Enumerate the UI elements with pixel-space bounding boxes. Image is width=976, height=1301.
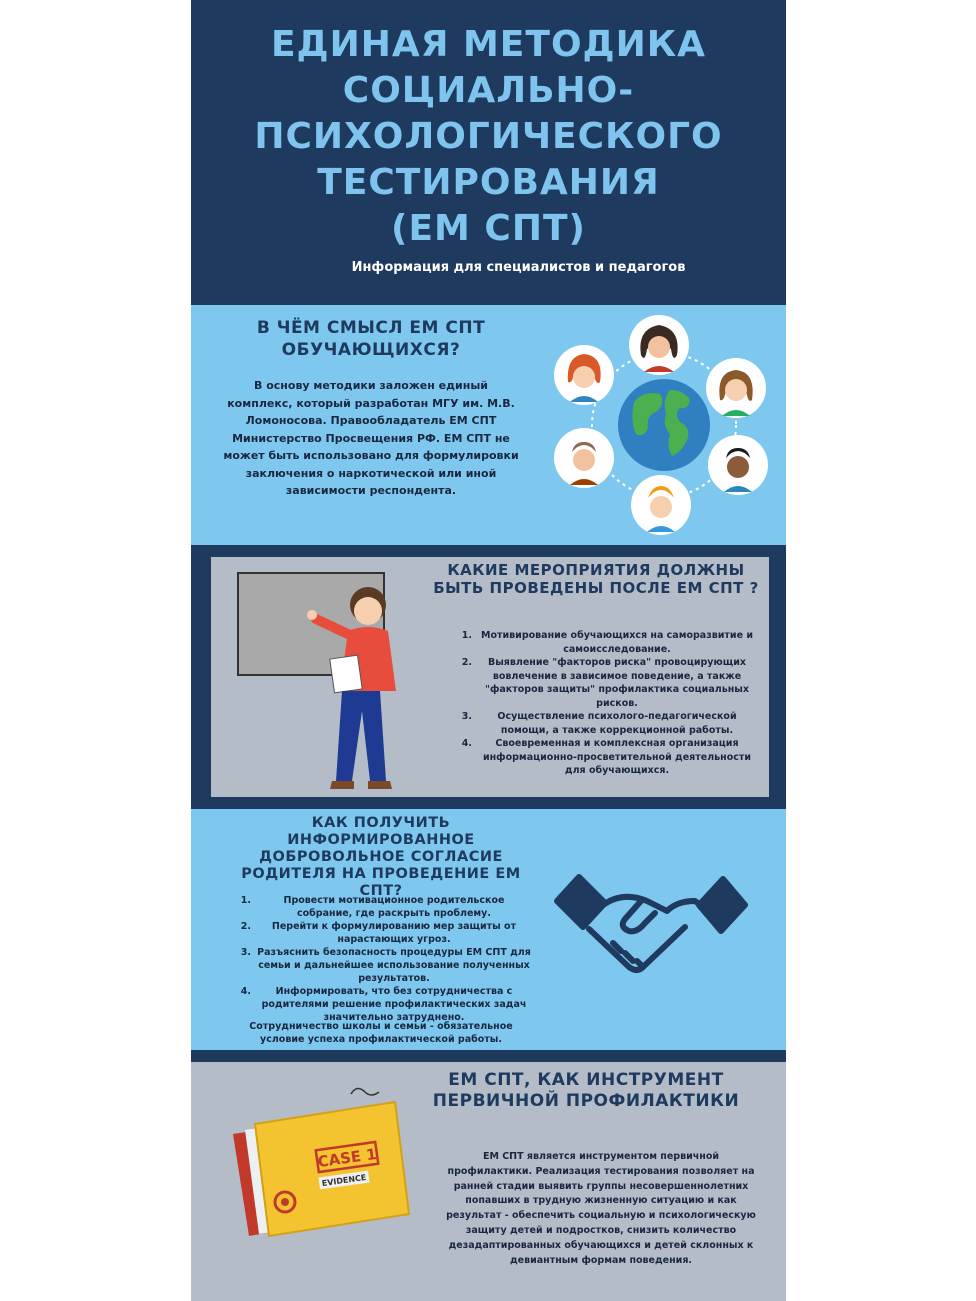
section-heading: КАК ПОЛУЧИТЬ ИНФОРМИРОВАННОЕ ДОБРОВОЛЬНОЕ СОГЛАСИЕ РОДИТЕЛЯ НА ПРОВЕДЕНИЕ ЕМ СПТ? (241, 815, 521, 899)
case-folder-illustration (231, 1084, 411, 1244)
list-item: 2. Выявление "факторов риска" провоцирующих вовлечение в зависимое поведение, а также "факторов защиты" профилактика социальных рисков. (461, 657, 749, 709)
section-meaning (191, 305, 786, 545)
title-line: ТЕСТИРОВАНИЯ (317, 162, 660, 203)
title-line: (ЕМ СПТ) (391, 208, 586, 249)
teacher-illustration (236, 569, 416, 799)
title-line: ПСИХОЛОГИЧЕСКОГО (254, 116, 723, 157)
person-avatar-icon (554, 428, 614, 488)
list-item: 4. Своевременная и комплексная организация информационно-просветительной деятельности для обучающихся. (461, 738, 752, 776)
globe-icon (618, 379, 710, 471)
person-avatar-icon (629, 315, 689, 375)
divider-band (191, 545, 786, 557)
section-heading: В ЧЁМ СМЫСЛ ЕМ СПТ ОБУЧАЮЩИХСЯ? (256, 318, 486, 360)
person-avatar-icon (631, 475, 691, 535)
folder-label: CASE 1 (316, 1144, 378, 1172)
list-item: 1. Мотивирование обучающихся на саморазвитие и самоисследование. (461, 630, 753, 655)
list-item: 3. Разъяснить безопасность процедуры ЕМ СПТ для семьи и дальнейшее использование полученных результатов. (240, 947, 531, 984)
infographic-poster (191, 0, 786, 1301)
section-activities (211, 557, 769, 797)
activities-list (456, 629, 756, 778)
person-avatar-icon (706, 358, 766, 418)
handshake-icon (553, 871, 749, 976)
list-item: 2. Перейти к формулированию мер защиты от нарастающих угроз. (240, 921, 517, 945)
person-avatar-icon (708, 435, 768, 495)
section-consent (191, 809, 786, 1050)
consent-list (231, 894, 531, 1024)
page-subtitle: Информация для специалистов и педагогов (351, 260, 686, 275)
list-item: 1. Провести мотивационное родительское собрание, где раскрыть проблему. (240, 895, 505, 919)
divider-band (191, 545, 211, 809)
divider-band (769, 545, 786, 809)
list-item: 4. Информировать, что без сотрудничества с родителями решение профилактических задач значительно затруднено. (240, 986, 527, 1023)
page-title (201, 22, 776, 252)
section-heading: ЕМ СПТ, КАК ИНСТРУМЕНТ ПЕРВИЧНОЙ ПРОФИЛАКТИКИ (432, 1070, 740, 1111)
title-line: ЕДИНАЯ МЕТОДИКА (270, 24, 707, 65)
title-line: СОЦИАЛЬНО- (342, 70, 635, 111)
section-text: ЕМ СПТ является инструментом первичной профилактики. Реализация тестирования позволяет на ранней стадии выявить группы несовершеннолетних попавших в трудную жизненную ситуацию и как результат - обеспечить социальную и психологическую защиту детей и подростков, снизить количество дезадаптированных обучающихся и детей склонных к девиантным формам поведения. (446, 1151, 756, 1266)
divider-band (191, 1050, 786, 1062)
globe-people-illustration (546, 310, 776, 540)
folder-sublabel: EVIDENCE (321, 1172, 367, 1189)
header (191, 0, 786, 305)
section-text: В основу методики заложен единый комплекс, который разработан МГУ им. М.В. Ломоносова. Правообладатель ЕМ СПТ Министерство Просвещения РФ. ЕМ СПТ не может быть использовано для формулировки заключения о наркотической или иной зависимости респондента. (223, 379, 519, 497)
list-item: 3. Осуществление психолого-педагогической помощи, а также коррекционной работы. (461, 711, 737, 736)
person-avatar-icon (554, 345, 614, 405)
section-prevention (191, 1062, 786, 1301)
section-heading: КАКИЕ МЕРОПРИЯТИЯ ДОЛЖНЫ БЫТЬ ПРОВЕДЕНЫ ПОСЛЕ ЕМ СПТ ? (433, 561, 759, 597)
section-note: Сотрудничество школы и семьи - обязательное условие успеха профилактической работы. (249, 1021, 513, 1045)
